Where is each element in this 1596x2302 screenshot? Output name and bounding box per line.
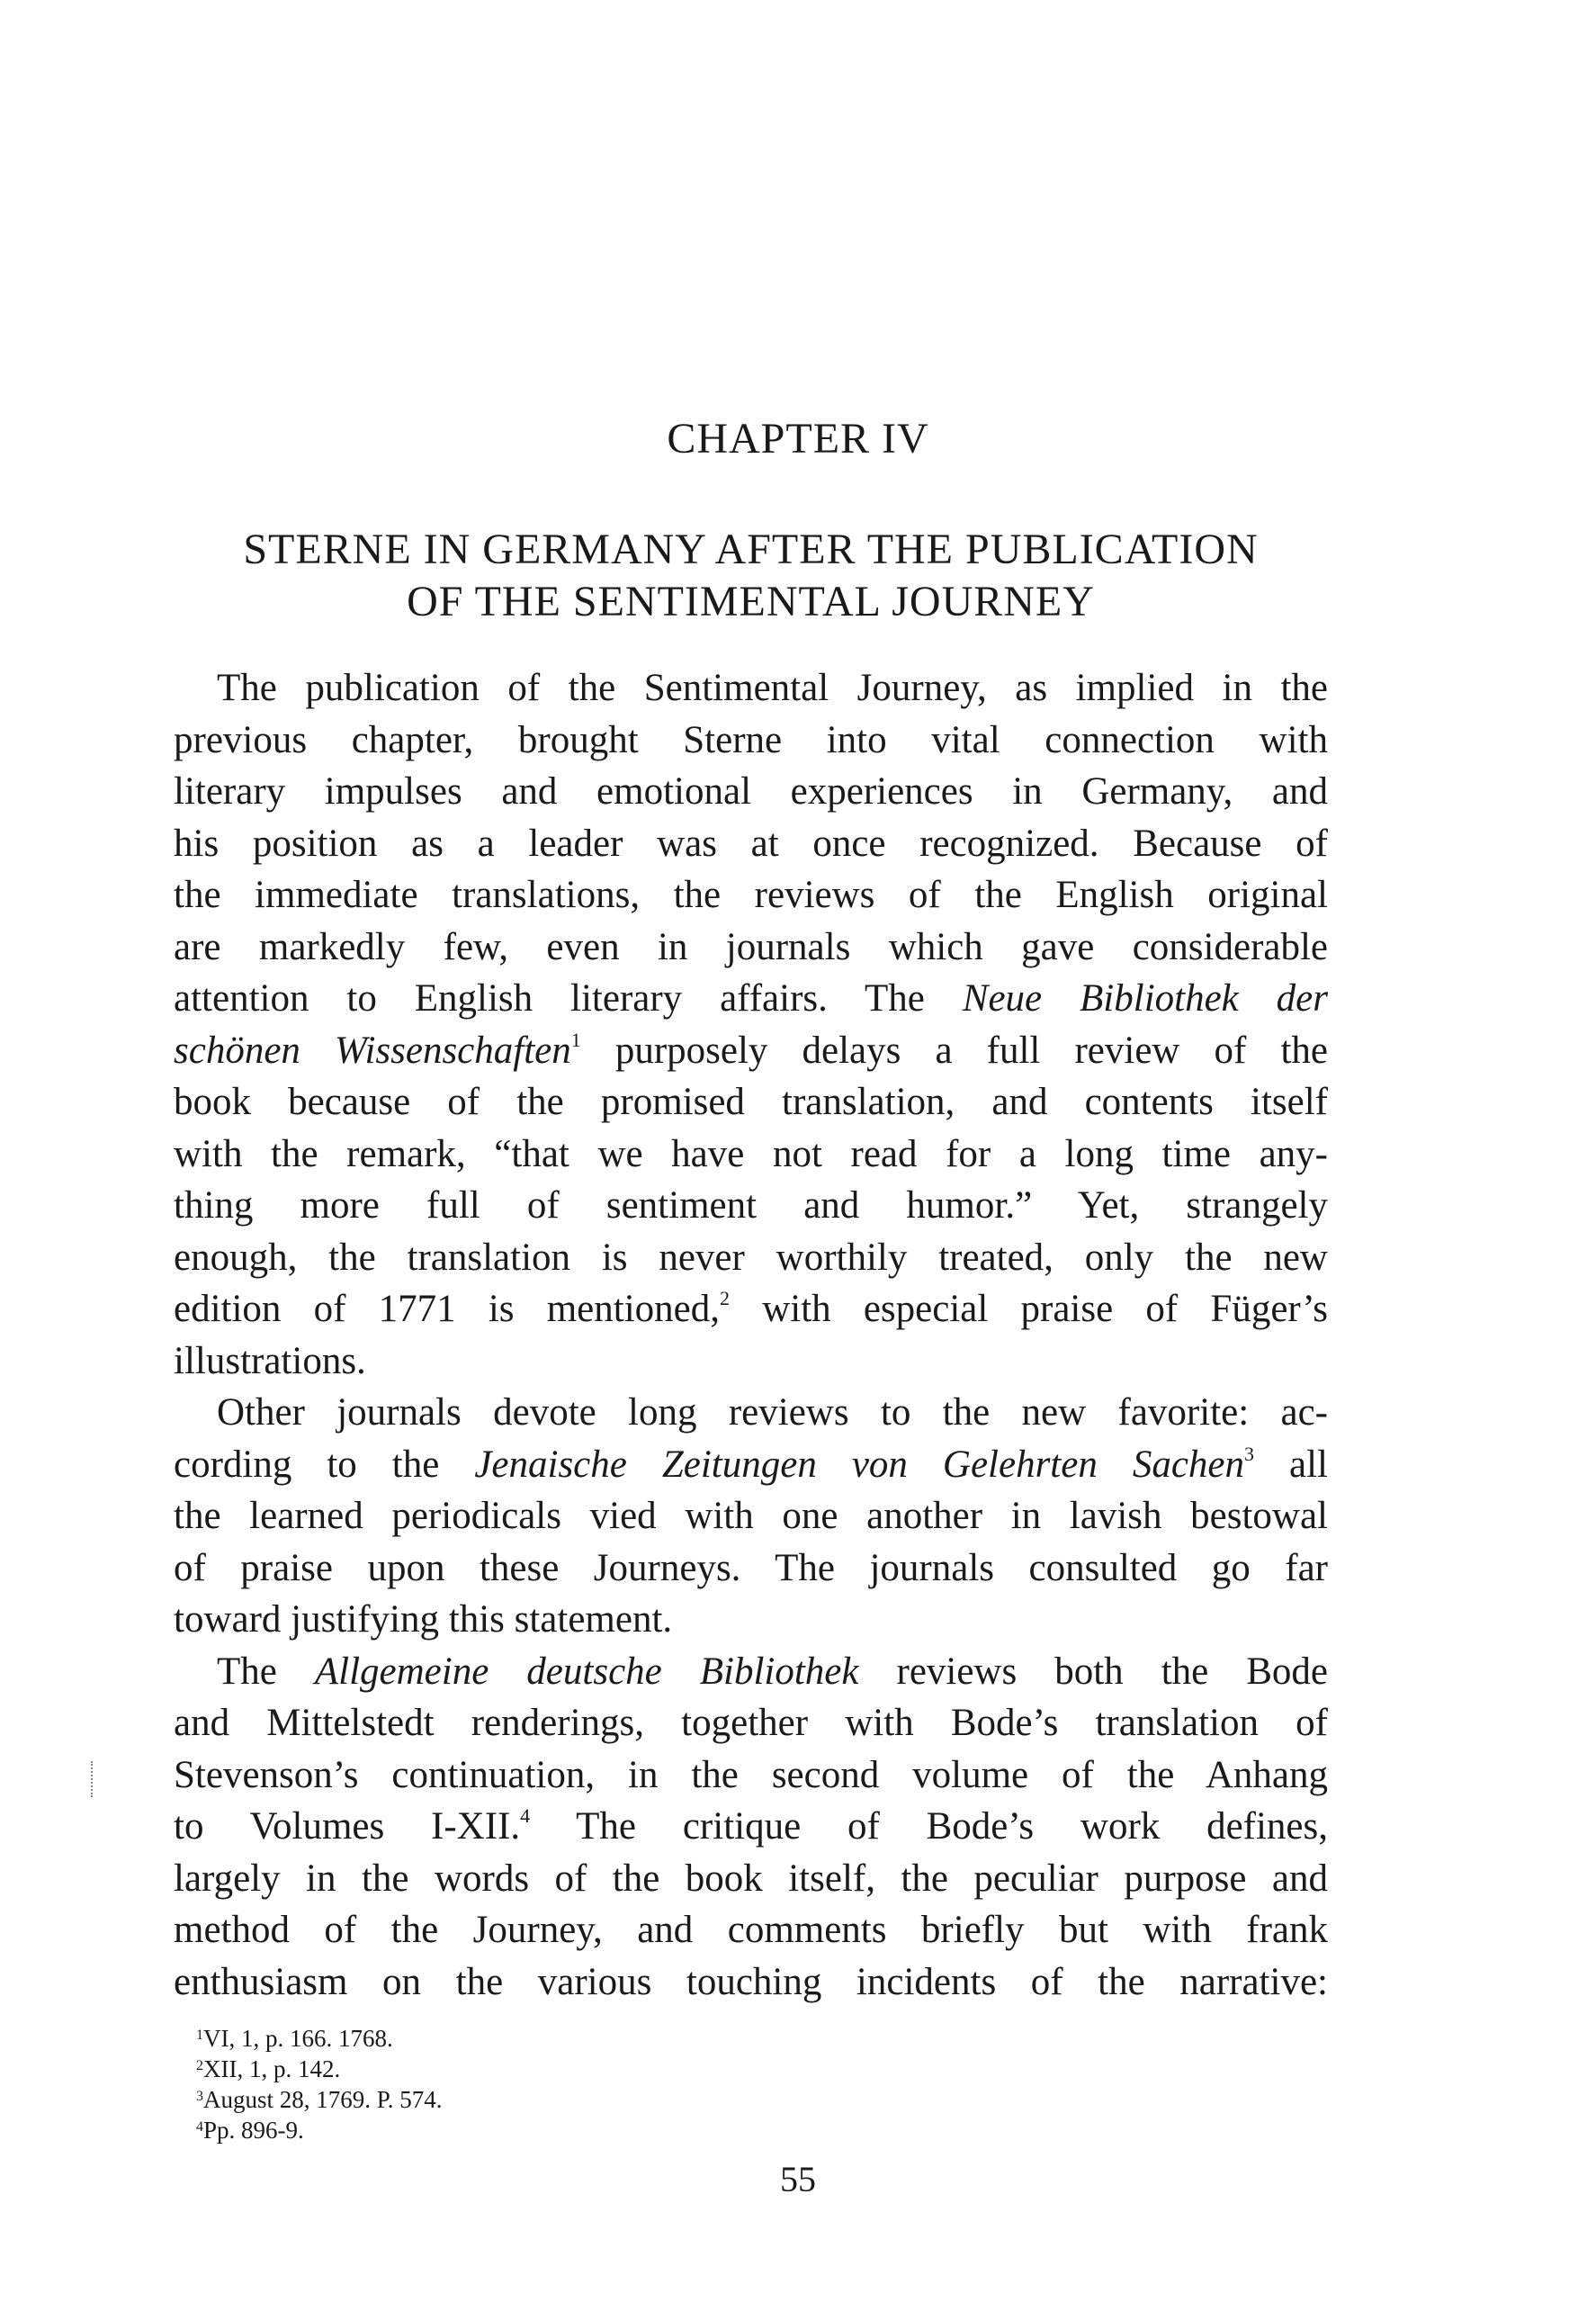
text-segment: with especial praise of Füger’s xyxy=(730,1288,1329,1330)
text-segment: to Volumes I-XII. xyxy=(174,1805,521,1848)
margin-mark xyxy=(91,1761,94,1797)
footnote-ref: 2 xyxy=(720,1287,730,1309)
footnote-number: 1 xyxy=(196,2028,203,2043)
footnote-ref: 1 xyxy=(570,1028,581,1051)
footnote-text: XII, 1, p. 142. xyxy=(203,2055,341,2082)
text-line: largely in the words of the book itself, the peculiar purpose and xyxy=(174,1857,1328,1900)
paragraph-3 xyxy=(174,1646,1328,2009)
chapter-heading: CHAPTER IV xyxy=(667,415,929,463)
text-line: toward justifying this statement. xyxy=(174,1598,673,1641)
italic-title: schönen Wissenschaften xyxy=(174,1029,571,1072)
text-segment: edition of 1771 is mentioned, xyxy=(174,1288,720,1330)
text-line: The publication of the Sentimental Journey, as implied in the xyxy=(217,667,1328,709)
text-line: with the remark, “that we have not read for a long time any- xyxy=(174,1132,1328,1175)
text-line: literary impulses and emotional experiences in Germany, and xyxy=(174,770,1328,813)
text-line: are markedly few, even in journals which gave considerable xyxy=(174,925,1328,968)
text-line: his position as a leader was at once recognized. Because of xyxy=(174,822,1328,865)
text-segment: reviews both the Bode xyxy=(858,1650,1328,1693)
footnote-ref: 4 xyxy=(520,1804,531,1827)
text-line: of praise upon these Journeys. The journals consulted go far xyxy=(174,1546,1328,1589)
text-segment: The critique of Bode’s work defines, xyxy=(530,1805,1328,1848)
text-line: the immediate translations, the reviews of the English original xyxy=(174,874,1328,916)
text-segment: cording to the xyxy=(174,1443,475,1486)
footnote-text: Pp. 896-9. xyxy=(203,2117,304,2144)
footnote-number: 3 xyxy=(196,2089,203,2104)
text-segment: purposely delays a full review of the xyxy=(580,1029,1328,1072)
chapter-title xyxy=(174,524,1328,628)
footnote-ref: 3 xyxy=(1244,1442,1255,1465)
text-segment: all xyxy=(1254,1443,1328,1486)
footnote xyxy=(196,2054,443,2084)
text-line: Other journals devote long reviews to the new favorite: ac- xyxy=(217,1391,1328,1434)
footnote-number: 4 xyxy=(196,2119,203,2135)
text-line: Stevenson’s continuation, in the second volume of the Anhang xyxy=(174,1753,1328,1796)
text-line xyxy=(174,1801,1328,1853)
footnote-number: 2 xyxy=(196,2058,203,2073)
text-line: book because of the promised translation, and contents itself xyxy=(174,1081,1328,1123)
text-segment: attention to English literary affairs. The xyxy=(174,977,963,1020)
text-line xyxy=(174,973,1328,1025)
italic-title: Allgemeine deutsche Bibliothek xyxy=(314,1650,859,1693)
text-line: previous chapter, brought Sterne into vital connection with xyxy=(174,718,1328,761)
text-line xyxy=(174,1025,1328,1077)
footnote xyxy=(196,2084,443,2115)
text-line: the learned periodicals vied with one another in lavish bestowal xyxy=(174,1495,1328,1537)
footnotes xyxy=(196,2023,443,2145)
text-line: enough, the translation is never worthily treated, only the new xyxy=(174,1236,1328,1279)
chapter-title-line-1: STERNE IN GERMANY AFTER THE PUBLICATION xyxy=(243,526,1259,573)
page-number: 55 xyxy=(780,2159,816,2199)
text-line: method of the Journey, and comments briefly but with frank xyxy=(174,1909,1328,1951)
text-line xyxy=(174,1283,1328,1335)
footnote-text: August 28, 1769. P. 574. xyxy=(203,2086,443,2113)
footnote xyxy=(196,2023,443,2054)
text-line: and Mittelstedt renderings, together with Bode’s translation of xyxy=(174,1702,1328,1744)
footnote xyxy=(196,2115,443,2145)
text-line xyxy=(174,1646,1328,1698)
text-line: illustrations. xyxy=(174,1339,366,1382)
footnote-text: VI, 1, p. 166. 1768. xyxy=(203,2025,393,2052)
text-line xyxy=(174,1439,1328,1491)
body-text xyxy=(174,662,1328,2008)
text-line: thing more full of sentiment and humor.” Yet, strangely xyxy=(174,1184,1328,1227)
chapter-title-line-2: OF THE SENTIMENTAL JOURNEY xyxy=(407,578,1095,625)
italic-title: Neue Bibliothek der xyxy=(962,977,1328,1020)
text-line: enthusiasm on the various touching incidents of the narrative: xyxy=(174,1960,1328,2003)
paragraph-2 xyxy=(174,1387,1328,1646)
italic-title: Jenaische Zeitungen von Gelehrten Sachen xyxy=(474,1443,1245,1486)
text-segment: The xyxy=(217,1650,315,1693)
paragraph-1 xyxy=(174,662,1328,1387)
